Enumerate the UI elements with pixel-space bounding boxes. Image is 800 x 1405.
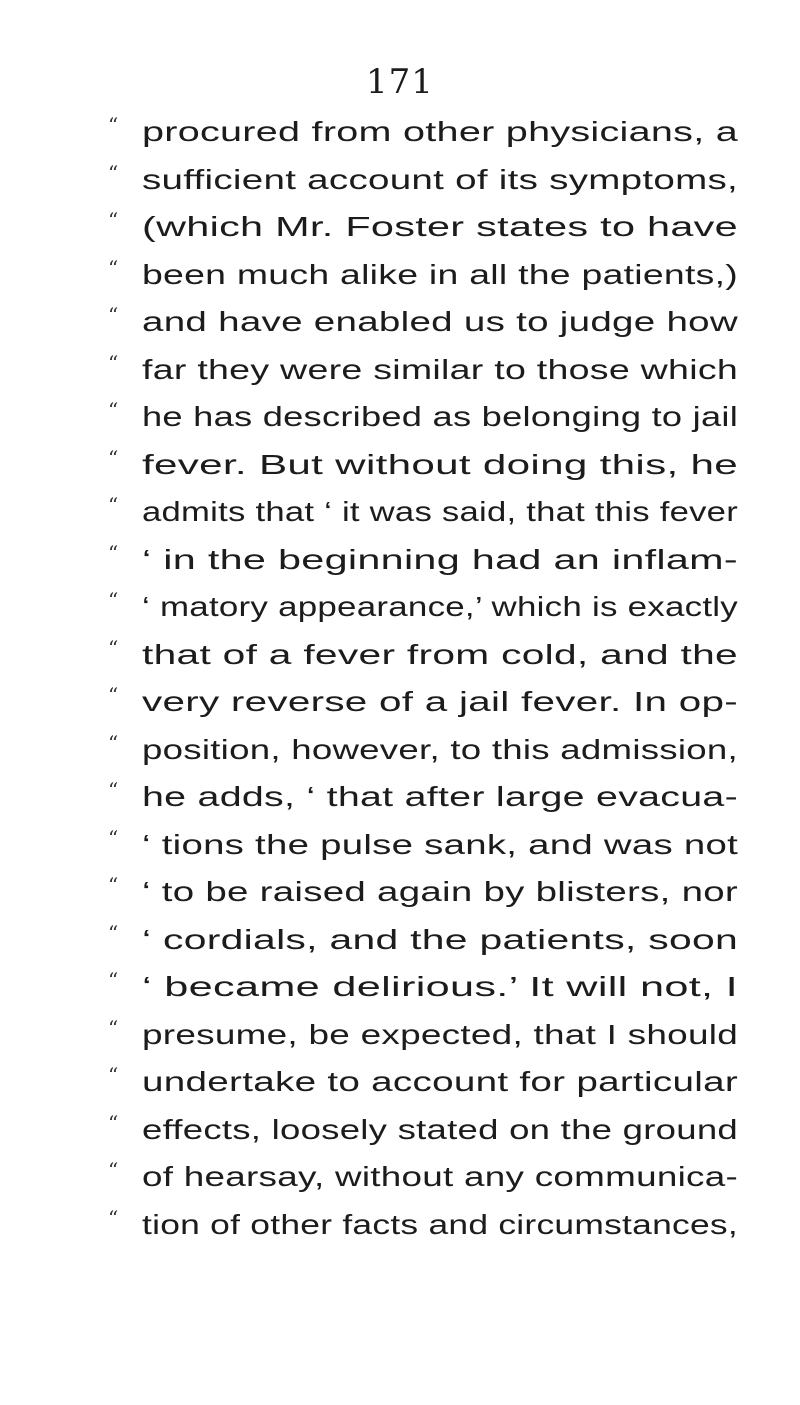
quote-mark: “: [108, 873, 119, 897]
line-text: far they were similar to those which: [142, 353, 739, 385]
line-text: he has described as belonging to jail: [142, 401, 739, 432]
line-text: ‘ to be raised again by blisters, nor: [142, 876, 738, 907]
line-text: ‘ cordials, and the patients, soon: [142, 923, 739, 955]
line-text: admits that ‘ it was said, that this fever: [142, 496, 739, 527]
quote-mark: “: [108, 968, 119, 992]
text-line: [108, 1058, 739, 1106]
text-line: [108, 678, 738, 726]
quote-mark: “: [108, 730, 119, 755]
quote-mark: “: [108, 920, 119, 945]
line-text: and have enabled us to judge how: [142, 306, 738, 337]
text-line: [108, 773, 738, 821]
line-text: that of a fever from cold, and the: [142, 638, 738, 670]
quote-mark: “: [108, 208, 119, 232]
line-text: presume, be expected, that I should: [142, 1018, 739, 1050]
text-line: [108, 1106, 739, 1154]
text-line: [108, 726, 738, 774]
text-line: [108, 203, 738, 251]
text-line: [108, 536, 738, 584]
line-text: procured from other physicians, a: [142, 116, 739, 147]
quote-mark: “: [108, 398, 119, 422]
line-text: ‘ became delirious.’ It will not, I: [142, 971, 739, 1002]
quote-mark: “: [108, 635, 119, 660]
text-line: [108, 441, 739, 489]
quote-mark: “: [108, 493, 119, 517]
quote-mark: “: [108, 540, 119, 565]
quote-mark: “: [108, 255, 119, 280]
line-text: position, however, to this admission,: [142, 733, 738, 765]
text-line: [108, 583, 739, 631]
text-line: [108, 1153, 739, 1201]
text-line: [108, 916, 739, 964]
line-text: ‘ in the beginning had an inflam-: [142, 543, 738, 575]
text-line: [108, 156, 739, 204]
line-text: (which Mr. Foster states to have: [142, 211, 738, 242]
text-line: [108, 298, 738, 346]
text-line: [108, 821, 739, 869]
quote-mark: “: [108, 825, 119, 850]
text-line: [108, 488, 739, 536]
line-text: he adds, ‘ that after large evacua-: [142, 781, 738, 812]
quote-mark: “: [108, 1205, 119, 1230]
line-text: very reverse of a jail fever. In op-: [142, 686, 738, 717]
text-line: [108, 1011, 739, 1059]
quote-mark: “: [108, 303, 119, 327]
quote-mark: “: [108, 588, 119, 612]
body-text: [108, 108, 739, 1248]
text-line: [108, 346, 739, 394]
line-text: been much alike in all the patients,): [142, 258, 738, 290]
quote-mark: “: [108, 1158, 119, 1182]
quote-mark: “: [108, 445, 119, 470]
line-text: fever. But without doing this, he: [142, 448, 739, 480]
text-line: [108, 108, 739, 156]
text-line: [108, 251, 738, 299]
quote-mark: “: [108, 1015, 119, 1040]
quote-mark: “: [108, 113, 119, 137]
line-text: undertake to account for particular: [142, 1066, 739, 1097]
text-line: [108, 393, 739, 441]
line-text: ‘ matory appearance,’ which is exactly: [142, 591, 739, 622]
quote-mark: “: [108, 683, 119, 707]
text-line: [108, 963, 739, 1011]
quote-mark: “: [108, 350, 119, 375]
line-text: sufficient account of its symptoms,: [142, 163, 739, 195]
line-text: of hearsay, without any communica-: [142, 1161, 739, 1192]
line-text: effects, loosely stated on the ground: [142, 1113, 739, 1145]
text-line: [108, 631, 738, 679]
quote-mark: “: [108, 778, 119, 802]
text-line: [108, 868, 738, 916]
line-text: ‘ tions the pulse sank, and was not: [142, 828, 739, 860]
quote-mark: “: [108, 160, 119, 185]
quote-mark: “: [108, 1063, 119, 1087]
text-line: [108, 1201, 738, 1249]
page-number: 171: [366, 62, 434, 102]
line-text: tion of other facts and circumstances,: [142, 1208, 738, 1240]
quote-mark: “: [108, 1110, 119, 1135]
